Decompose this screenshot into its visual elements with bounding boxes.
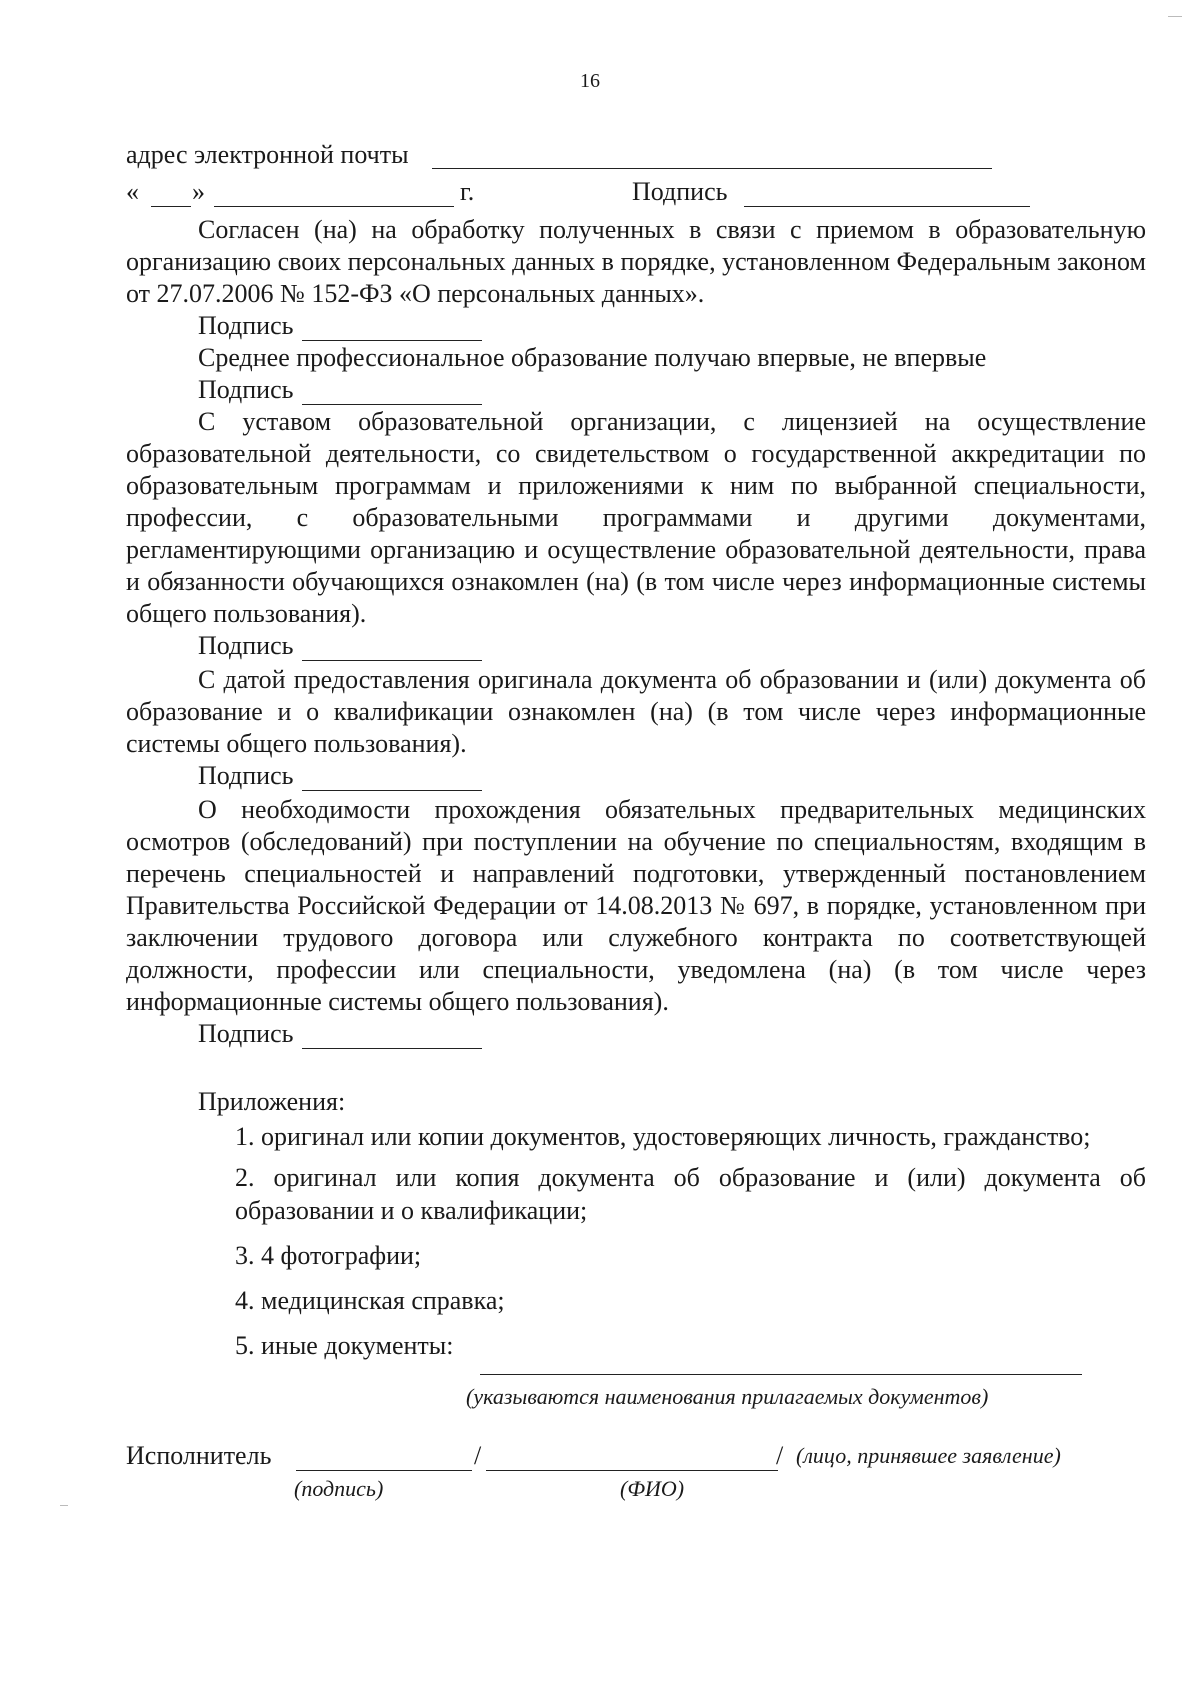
scan-speck <box>60 1505 68 1506</box>
signature-field[interactable] <box>302 660 482 661</box>
date-close-quote: » <box>192 177 205 206</box>
attachments-note: (указываются наименования прилагаемых документов) <box>466 1384 989 1409</box>
executor-caption-signature: (подпись) <box>294 1476 384 1501</box>
date-row-signature-field[interactable] <box>744 206 1030 207</box>
signature-label: Подпись <box>198 311 294 340</box>
page-number: 16 <box>580 70 600 92</box>
charter-paragraph <box>126 406 1146 630</box>
email-field[interactable] <box>432 168 992 169</box>
executor-label: Исполнитель <box>126 1441 272 1470</box>
signature-label: Подпись <box>198 375 294 404</box>
date-row-signature-label: Подпись <box>632 177 728 206</box>
signature-label: Подпись <box>198 631 294 660</box>
attachment-item: 3. 4 фотографии; <box>235 1241 422 1270</box>
executor-slash: / <box>776 1441 784 1470</box>
signature-field[interactable] <box>302 340 482 341</box>
charter-text: С уставом образовательной организации, с лицензией на осуществление образовательной деятельности, со свидетельством о государственной аккредитации по образовательным программам и приложениями к ним по выбранной специальности, профессии, с образовательными программами и другими документами, регламентирующими организацию и осуществление образовательной деятельности, права и обязанности обучающихся ознакомлен (на) (в том числе через информационные системы общего пользования). <box>126 407 1146 628</box>
other-documents-field[interactable] <box>480 1374 1082 1375</box>
email-label: адрес электронной почты <box>126 140 409 169</box>
attachment-item: 5. иные документы: <box>235 1331 454 1360</box>
date-month-year-field[interactable] <box>214 206 454 207</box>
date-open-quote: « <box>126 177 139 206</box>
first-time-text: Среднее профессиональное образование получаю впервые, не впервые <box>198 343 987 372</box>
executor-signature-field[interactable] <box>296 1470 472 1471</box>
executor-caption-name: (ФИО) <box>620 1476 685 1501</box>
original-date-paragraph <box>126 664 1146 760</box>
signature-field[interactable] <box>302 790 482 791</box>
date-day-field[interactable] <box>151 206 191 207</box>
attachment-item: 2. оригинал или копия документа об образование и (или) документа об образовании и о квалификации; <box>235 1163 1146 1225</box>
consent-text: Согласен (на) на обработку полученных в связи с приемом в образовательную организацию своих персональных данных в порядке, установленном Федеральным законом от 27.07.2006 № 152-ФЗ «О персональных данных». <box>126 215 1146 308</box>
signature-field[interactable] <box>302 1048 482 1049</box>
signature-label: Подпись <box>198 761 294 790</box>
executor-suffix: (лицо, принявшее заявление) <box>796 1443 1061 1468</box>
attachment-item: 1. оригинал или копии документов, удостоверяющих личность, гражданство; <box>235 1122 1091 1151</box>
medical-paragraph <box>126 794 1146 1018</box>
executor-name-field[interactable] <box>486 1470 778 1471</box>
signature-label: Подпись <box>198 1019 294 1048</box>
signature-field[interactable] <box>302 404 482 405</box>
original-date-text: С датой предоставления оригинала документа об образовании и (или) документа об образование и о квалификации ознакомлен (на) (в том числе через информационные системы общего пользования). <box>126 665 1146 758</box>
scan-speck <box>1168 16 1182 17</box>
attachments-title: Приложения: <box>198 1087 346 1116</box>
consent-paragraph <box>126 214 1146 310</box>
date-year-suffix: г. <box>460 177 475 206</box>
executor-slash: / <box>474 1441 482 1470</box>
medical-text: О необходимости прохождения обязательных предварительных медицинских осмотров (обследований) при поступлении на обучение по специальностям, входящим в перечень специальностей и направлений подготовки, утвержденный постановлением Правительства Российской Федерации от 14.08.2013 № 697, в порядке, установленном при заключении трудового договора или служебного контракта по соответствующей должности, профессии или специальности, уведомлена (на) (в том числе через информационные системы общего пользования). <box>126 795 1146 1016</box>
attachment-item: 4. медицинская справка; <box>235 1286 505 1315</box>
attachments-list <box>235 1120 1146 1362</box>
